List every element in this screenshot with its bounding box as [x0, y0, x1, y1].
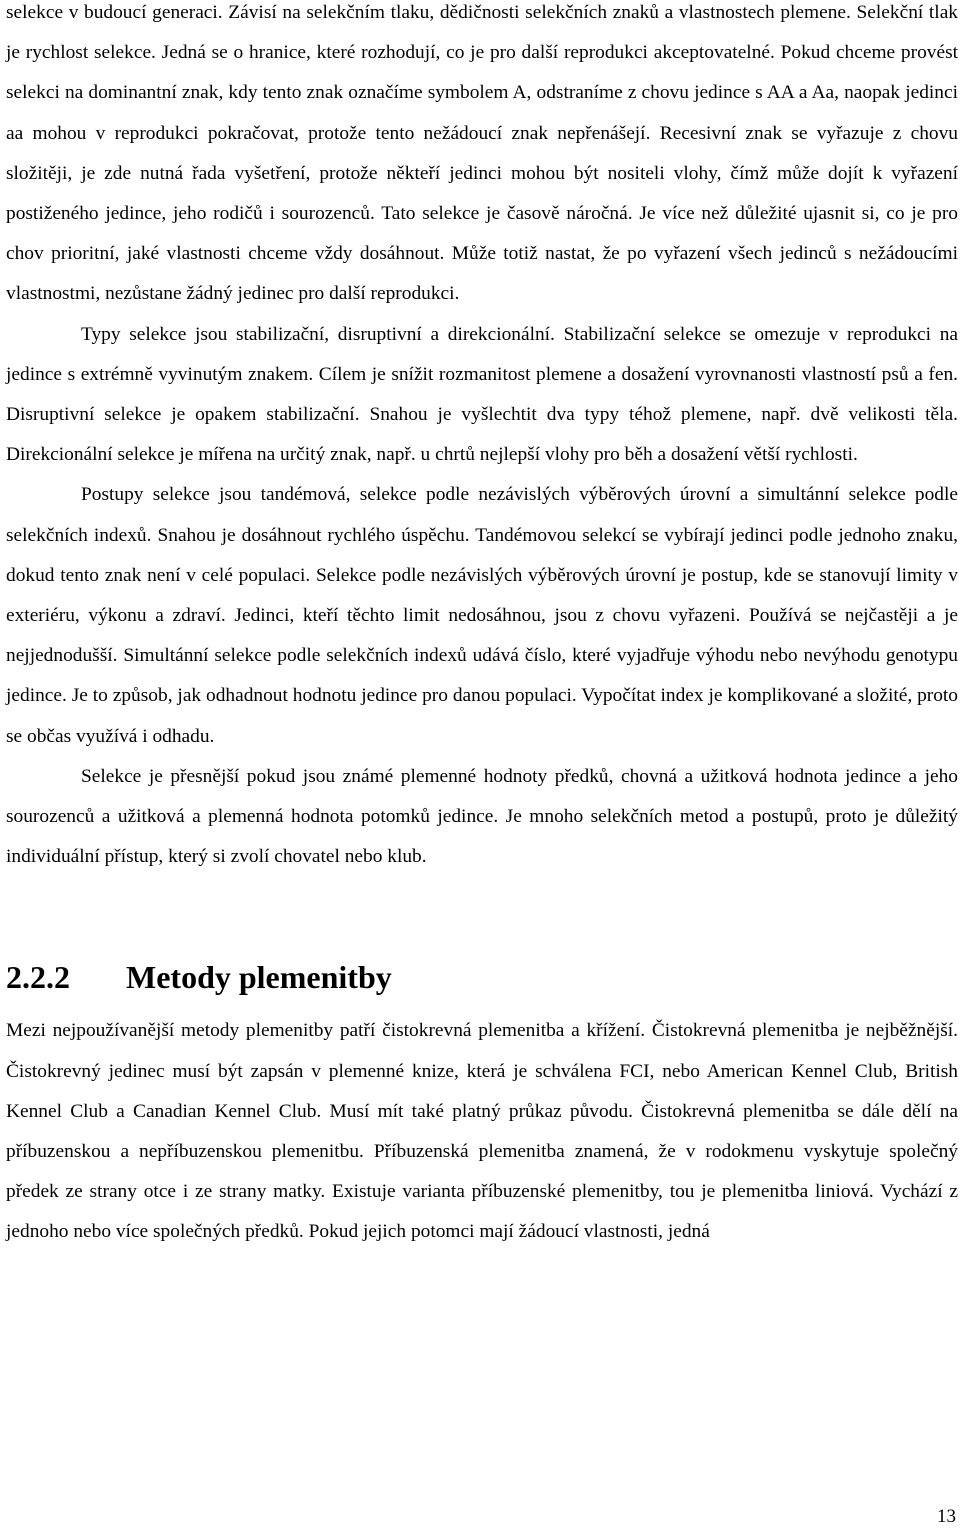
paragraph-selection-precision: Selekce je přesnější pokud jsou známé plemenné hodnoty předků, chovná a užitková hodnota jedince a jeho sourozenců a užitková a plemenná hodnota potomků jedince. Je mnoho selekčních metod a postupů, proto je důležitý individuální přístup, který si zvolí chovatel nebo klub.	[6, 765, 958, 868]
paragraph-selection-intro: selekce v budoucí generaci. Závisí na selekčním tlaku, dědičnosti selekčních znaků a vlastnostech plemene. Selekční tlak je rychlost selekce. Jedná se o hranice, které rozhodují, co je pro další reprodukci akceptovatelné. Pokud chceme provést selekci na dominantní znak, kdy tento znak označíme symbolem A, odstraníme z chovu jedince s AA a Aa, naopak jedinci aa mohou v reprodukci pokračovat, protože tento nežádoucí znak nepřenášejí. Recesivní znak se vyřazuje z chovu složitěji, je zde nutná řada vyšetření, protože někteří jedinci mohou být nositeli vlohy, čímž může dojít k vyřazení postiženého jedince, jeho rodičů i sourozenců. Tato selekce je časově náročná. Je více než důležité ujasnit si, co je pro chov prioritní, jaké vlastnosti chceme vždy dosáhnout. Může totiž nastat, že po vyřazení všech jedinců s nežádoucími vlastnostmi, nezůstane žádný jedinec pro další reprodukci.	[6, 2, 958, 305]
section-number: 2.2.2	[6, 959, 70, 996]
document-page	[6, 0, 958, 1253]
paragraph-selection-types: Typy selekce jsou stabilizační, disruptivní a direkcionální. Stabilizační selekce se omezuje v reprodukci na jedince s extrémně vyvinutým znakem. Cílem je snížit rozmanitost plemene a dosažení vyrovnanosti vlastností psů a fen. Disruptivní selekce je opakem stabilizační. Snahou je vyšlechtit dva typy téhož plemene, např. dvě velikosti těla. Direkcionální selekce je mířena na určitý znak, např. u chrtů nejlepší vlohy pro běh a dosažení větší rychlosti.	[6, 323, 958, 466]
section-heading	[6, 957, 958, 997]
page-number: 13	[937, 1506, 956, 1527]
section-title: Metody plemenitby	[126, 959, 392, 996]
paragraph-breeding-methods: Mezi nejpoužívanější metody plemenitby patří čistokrevná plemenitba a křížení. Čistokrevná plemenitba je nejběžnější. Čistokrevný jedinec musí být zapsán v plemenné knize, která je schválena FCI, nebo American Kennel Club, British Kennel Club a Canadian Kennel Club. Musí mít také platný průkaz původu. Čistokrevná plemenitba se dále dělí na příbuzenskou a nepříbuzenskou plemenitbu. Příbuzenská plemenitba znamená, že v rodokmenu vyskytuje společný předek ze strany otce i ze strany matky. Existuje varianta příbuzenské plemenitby, tou je plemenitba liniová. Vychází z jednoho nebo více společných předků. Pokud jejich potomci mají žádoucí vlastnosti, jedná	[6, 1020, 958, 1243]
paragraph-selection-procedures: Postupy selekce jsou tandémová, selekce podle nezávislých výběrových úrovní a simultánní selekce podle selekčních indexů. Snahou je dosáhnout rychlého úspěchu. Tandémovou selekcí se vybírají jedinci podle jednoho znaku, dokud tento znak není v celé populaci. Selekce podle nezávislých výběrových úrovní je postup, kde se stanovují limity v exteriéru, výkonu a zdraví. Jedinci, kteří těchto limit nedosáhnou, jsou z chovu vyřazeni. Používá se nejčastěji a je nejjednodušší. Simultánní selekce podle selekčních indexů udává číslo, které vyjadřuje výhodu nebo nevýhodu genotypu jedince. Je to způsob, jak odhadnout hodnotu jedince pro danou populaci. Vypočítat index je komplikované a složité, proto se občas využívá i odhadu.	[6, 484, 958, 747]
